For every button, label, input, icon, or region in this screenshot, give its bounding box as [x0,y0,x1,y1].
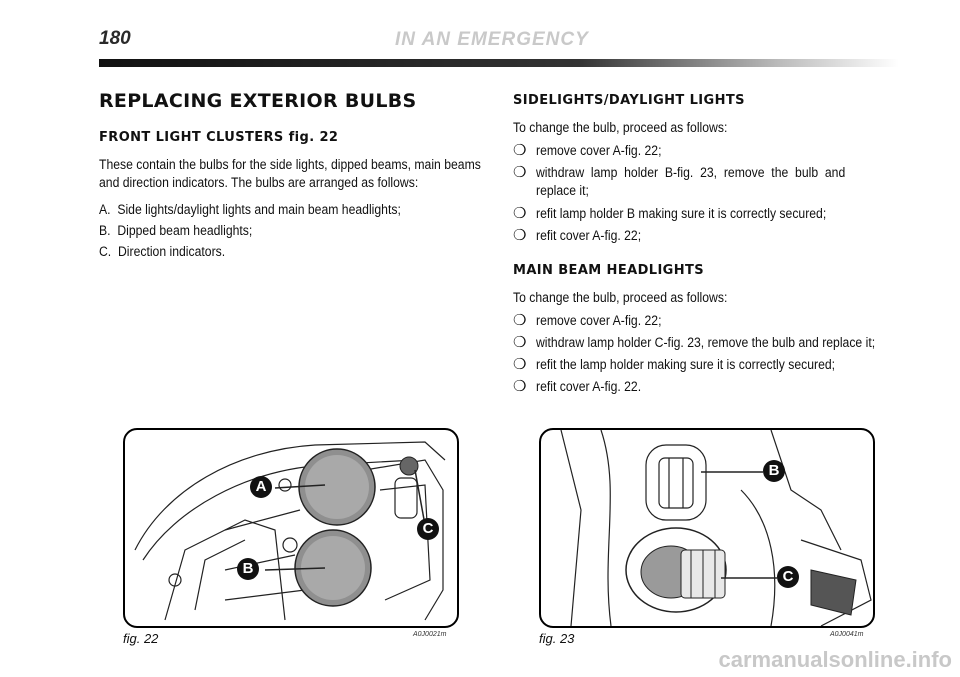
sidelights-step-1: remove cover A-fig. 22; [536,143,662,159]
figure-23-caption: fig. 23 [539,631,575,646]
bullet-icon: ❍ [513,205,527,222]
sidelights-intro: To change the bulb, proceed as follows: [513,120,728,136]
callout-c-label: C [417,518,439,540]
bullet-icon: ❍ [513,378,527,395]
main-beam-intro: To change the bulb, proceed as follows: [513,290,728,306]
bullet-icon: ❍ [513,227,527,244]
bullet-icon: ❍ [513,164,527,181]
watermark-text: carmanualsonline.info [718,647,952,672]
list-marker: A. [99,202,111,218]
list-text: Side lights/daylight lights and main beam headlights; [117,202,401,218]
lamp-holder-drawing [541,430,873,626]
callout-a-label: A [250,476,272,498]
list-marker: B. [99,223,111,239]
headlight-cluster-drawing [125,430,457,626]
list-item-b [99,222,252,240]
bullet-icon: ❍ [513,142,527,159]
main-beam-step-2: withdraw lamp holder C-fig. 23, remove the bulb and replace it; [536,335,876,351]
front-light-clusters-heading: FRONT LIGHT CLUSTERS fig. 22 [99,130,339,145]
header-rule [99,59,899,67]
callout-c-label: C [777,566,799,588]
bullet-icon: ❍ [513,334,527,351]
sidelights-step-4: refit cover A-fig. 22; [536,228,642,244]
main-beam-heading: MAIN BEAM HEADLIGHTS [513,263,705,278]
main-beam-step-4: refit cover A-fig. 22. [536,379,642,395]
sidelights-step-3: refit lamp holder B making sure it is correctly secured; [536,206,827,222]
figure-23-illustration [539,428,875,628]
callout-b-label: B [237,558,259,580]
figure-22-caption: fig. 22 [123,631,159,646]
list-marker: C. [99,244,112,260]
list-item-a [99,201,401,219]
sidelights-heading: SIDELIGHTS/DAYLIGHT LIGHTS [513,93,745,108]
section-title: IN AN EMERGENCY [395,29,589,50]
page-number: 180 [99,28,131,49]
figure-22-code: A0J0021m [413,631,447,638]
list-text: Dipped beam headlights; [117,223,253,239]
page-title: REPLACING EXTERIOR BULBS [99,90,417,112]
intro-line-1: These contain the bulbs for the side lights, dipped beams, main beams [99,157,481,173]
list-text: Direction indicators. [117,244,226,260]
sidelights-step-2-line-1: withdraw lamp holder B-fig. 23, remove the bulb and [536,165,846,181]
sidelights-step-2-line-2: replace it; [536,183,589,199]
figure-22-illustration [123,428,459,628]
main-beam-step-3: refit the lamp holder making sure it is correctly secured; [536,357,836,373]
figure-23-code: A0J0041m [830,631,864,638]
main-beam-step-1: remove cover A-fig. 22; [536,313,662,329]
bullet-icon: ❍ [513,312,527,329]
bullet-icon: ❍ [513,356,527,373]
list-item-c [99,243,225,261]
intro-line-2: and direction indicators. The bulbs are arranged as follows: [99,175,419,191]
callout-b-label: B [763,460,785,482]
